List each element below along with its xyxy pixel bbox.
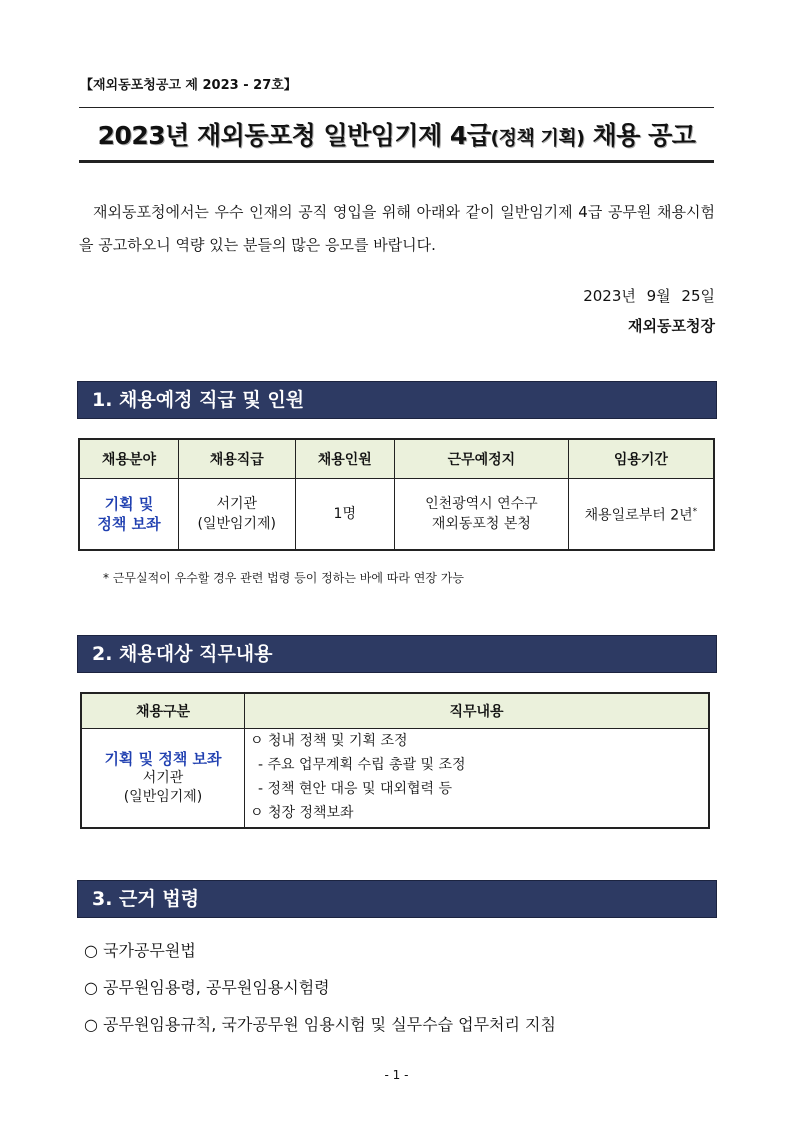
field-line1: 기획 및 bbox=[104, 495, 154, 513]
title-bottom-rule bbox=[79, 160, 714, 163]
list-item: ○ 공무원임용규칙, 국가공무원 임용시험 및 실무수습 업무처리 지침 bbox=[84, 1015, 556, 1034]
notice-number: 【재외동포청공고 제 2023 - 27호】 bbox=[80, 78, 297, 93]
header-duties: 직무내용 bbox=[245, 693, 710, 729]
cell-grade bbox=[178, 479, 295, 551]
duty-item: ㅇ 청장 정책보좌 bbox=[250, 805, 354, 821]
table-row bbox=[81, 729, 709, 829]
location-line1: 인천광역시 연수구 bbox=[425, 496, 538, 512]
header-grade: 채용직급 bbox=[178, 439, 295, 479]
cell-term bbox=[568, 479, 714, 551]
cell-count: 1명 bbox=[295, 479, 394, 551]
intro-text: 재외동포청에서는 우수 인재의 공직 영입을 위해 아래와 같이 일반임기제 4급 공무원 채용시험을 공고하오니 역량 있는 분들의 많은 응모를 바랍니다. bbox=[79, 203, 715, 254]
section2-header: 2. 채용대상 직무내용 bbox=[78, 636, 716, 672]
cell-duties bbox=[245, 729, 710, 829]
list-item: ○ 공무원임용령, 공무원임용시험령 bbox=[84, 978, 330, 997]
category-line1: 기획 및 정책 보좌 bbox=[104, 749, 222, 768]
header-category: 채용구분 bbox=[81, 693, 245, 729]
grade-line2: (일반임기제) bbox=[197, 516, 277, 532]
duty-item: - 주요 업무계획 수립 총괄 및 조정 bbox=[258, 757, 466, 773]
cell-field bbox=[79, 479, 178, 551]
document-title bbox=[79, 116, 714, 152]
title-end: 채용 공고 bbox=[584, 121, 696, 150]
title-paren: (정책 기획) bbox=[490, 127, 585, 149]
intro-paragraph bbox=[79, 196, 715, 262]
page-number: - 1 - bbox=[384, 1068, 409, 1082]
term-text: 채용일로부터 2년 bbox=[584, 507, 693, 524]
header-count: 채용인원 bbox=[295, 439, 394, 479]
announcement-date: 2023년 9월 25일 bbox=[583, 287, 715, 305]
header-term: 임용기간 bbox=[568, 439, 714, 479]
section1-header: 1. 채용예정 직급 및 인원 bbox=[78, 382, 716, 418]
duty-table bbox=[80, 692, 710, 829]
recruitment-table bbox=[78, 438, 715, 551]
table-header-row bbox=[81, 693, 709, 729]
term-footnote: * 근무실적이 우수할 경우 관련 법령 등이 정하는 바에 따라 연장 가능 bbox=[103, 571, 464, 585]
list-item: ○ 국가공무원법 bbox=[84, 941, 196, 960]
table-header-row bbox=[79, 439, 714, 479]
field-line2: 정책 보좌 bbox=[97, 515, 161, 533]
term-footnote-mark: * bbox=[692, 507, 698, 518]
table-row bbox=[79, 479, 714, 551]
duty-item: - 정책 현안 대응 및 대외협력 등 bbox=[258, 781, 453, 797]
duty-item: ㅇ 청내 정책 및 기획 조정 bbox=[250, 733, 408, 749]
location-line2: 재외동포청 본청 bbox=[431, 516, 531, 532]
grade-line1: 서기관 bbox=[216, 496, 258, 512]
header-location: 근무예정지 bbox=[394, 439, 568, 479]
category-line2: 서기관 bbox=[142, 769, 184, 786]
header-field: 채용분야 bbox=[79, 439, 178, 479]
category-line3: (일반임기제) bbox=[123, 788, 203, 805]
title-top-rule bbox=[79, 107, 714, 108]
title-main: 2023년 재외동포청 일반임기제 4급 bbox=[97, 121, 491, 150]
cell-category bbox=[81, 729, 245, 829]
section3-header: 3. 근거 법령 bbox=[78, 881, 716, 917]
issuer: 재외동포청장 bbox=[628, 317, 715, 335]
cell-location bbox=[394, 479, 568, 551]
law-list bbox=[84, 934, 556, 1045]
